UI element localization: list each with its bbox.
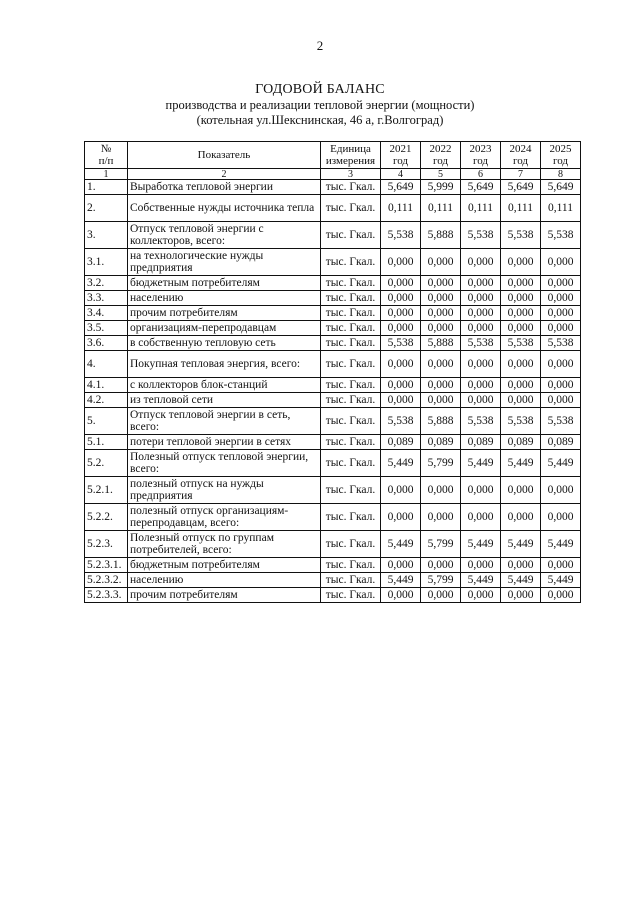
- row-number: 5.2.3.1.: [85, 558, 128, 573]
- row-unit: тыс. Гкал.: [321, 276, 381, 291]
- value-2022: 0,000: [421, 393, 461, 408]
- value-2024: 0,000: [501, 588, 541, 603]
- value-2022: 0,000: [421, 276, 461, 291]
- header-year-2025: 2025 год: [541, 142, 581, 169]
- value-2022: 5,888: [421, 408, 461, 435]
- row-indicator: в собственную тепловую сеть: [128, 336, 321, 351]
- row-unit: тыс. Гкал.: [321, 180, 381, 195]
- row-indicator: бюджетным потребителям: [128, 558, 321, 573]
- value-2022: 0,000: [421, 351, 461, 378]
- value-2025: 0,111: [541, 195, 581, 222]
- table-row: [85, 276, 581, 291]
- row-unit: тыс. Гкал.: [321, 291, 381, 306]
- row-number: 1.: [85, 180, 128, 195]
- value-2024: 0,000: [501, 249, 541, 276]
- value-2023: 0,000: [461, 558, 501, 573]
- row-unit: тыс. Гкал.: [321, 306, 381, 321]
- value-2021: 0,000: [381, 558, 421, 573]
- value-2024: 0,000: [501, 351, 541, 378]
- value-2023: 0,000: [461, 291, 501, 306]
- value-2024: 0,000: [501, 291, 541, 306]
- value-2024: 0,000: [501, 378, 541, 393]
- value-2022: 0,000: [421, 306, 461, 321]
- row-number: 5.2.: [85, 450, 128, 477]
- row-number: 2.: [85, 195, 128, 222]
- row-number: 5.1.: [85, 435, 128, 450]
- row-indicator: с коллекторов блок-станций: [128, 378, 321, 393]
- value-2023: 0,000: [461, 393, 501, 408]
- value-2021: 5,449: [381, 450, 421, 477]
- row-unit: тыс. Гкал.: [321, 393, 381, 408]
- value-2021: 5,649: [381, 180, 421, 195]
- row-number: 5.2.1.: [85, 477, 128, 504]
- header-indicator: Показатель: [128, 142, 321, 169]
- table-row: [85, 291, 581, 306]
- row-unit: тыс. Гкал.: [321, 531, 381, 558]
- row-indicator: из тепловой сети: [128, 393, 321, 408]
- value-2023: 5,538: [461, 408, 501, 435]
- value-2024: 5,538: [501, 408, 541, 435]
- value-2021: 5,449: [381, 531, 421, 558]
- row-number: 5.2.3.: [85, 531, 128, 558]
- value-2025: 5,538: [541, 222, 581, 249]
- header-year-2024: 2024 год: [501, 142, 541, 169]
- value-2022: 5,888: [421, 336, 461, 351]
- value-2021: 0,000: [381, 504, 421, 531]
- value-2021: 0,000: [381, 306, 421, 321]
- table-row: [85, 504, 581, 531]
- row-number: 3.: [85, 222, 128, 249]
- value-2025: 0,089: [541, 435, 581, 450]
- document-title: ГОДОВОЙ БАЛАНС: [255, 82, 385, 97]
- row-unit: тыс. Гкал.: [321, 351, 381, 378]
- value-2025: 0,000: [541, 351, 581, 378]
- row-indicator: потери тепловой энергии в сетях: [128, 435, 321, 450]
- row-indicator: Покупная тепловая энергия, всего:: [128, 351, 321, 378]
- value-2023: 5,449: [461, 450, 501, 477]
- value-2025: 0,000: [541, 291, 581, 306]
- table-row: [85, 378, 581, 393]
- value-2025: 0,000: [541, 378, 581, 393]
- value-2024: 0,000: [501, 393, 541, 408]
- row-indicator: Полезный отпуск тепловой энергии, всего:: [128, 450, 321, 477]
- row-indicator: Отпуск тепловой энергии с коллекторов, всего:: [128, 222, 321, 249]
- row-unit: тыс. Гкал.: [321, 477, 381, 504]
- row-indicator: Выработка тепловой энергии: [128, 180, 321, 195]
- column-number: 1: [85, 169, 128, 180]
- value-2025: 0,000: [541, 588, 581, 603]
- value-2024: 0,089: [501, 435, 541, 450]
- table-row: [85, 450, 581, 477]
- value-2023: 5,649: [461, 180, 501, 195]
- value-2025: 0,000: [541, 306, 581, 321]
- column-number: 2: [128, 169, 321, 180]
- value-2023: 0,000: [461, 306, 501, 321]
- table-header-row: [85, 142, 581, 169]
- value-2021: 0,000: [381, 393, 421, 408]
- row-unit: тыс. Гкал.: [321, 450, 381, 477]
- value-2023: 5,449: [461, 573, 501, 588]
- value-2023: 0,000: [461, 351, 501, 378]
- value-2023: 0,000: [461, 249, 501, 276]
- row-number: 5.: [85, 408, 128, 435]
- table-row: [85, 393, 581, 408]
- table-row: [85, 321, 581, 336]
- row-indicator: населению: [128, 573, 321, 588]
- table-row: [85, 435, 581, 450]
- table-row: [85, 588, 581, 603]
- column-number: 6: [461, 169, 501, 180]
- value-2022: 0,000: [421, 477, 461, 504]
- row-unit: тыс. Гкал.: [321, 378, 381, 393]
- row-unit: тыс. Гкал.: [321, 249, 381, 276]
- row-unit: тыс. Гкал.: [321, 588, 381, 603]
- value-2021: 0,000: [381, 351, 421, 378]
- row-indicator: Отпуск тепловой энергии в сеть, всего:: [128, 408, 321, 435]
- value-2023: 0,000: [461, 378, 501, 393]
- value-2022: 0,000: [421, 321, 461, 336]
- value-2025: 0,000: [541, 321, 581, 336]
- header-year-2021: 2021 год: [381, 142, 421, 169]
- table-row: [85, 222, 581, 249]
- value-2022: 5,799: [421, 450, 461, 477]
- value-2021: 0,089: [381, 435, 421, 450]
- value-2022: 0,000: [421, 249, 461, 276]
- value-2023: 0,000: [461, 588, 501, 603]
- header-year-2022: 2022 год: [421, 142, 461, 169]
- value-2023: 0,000: [461, 321, 501, 336]
- value-2022: 5,799: [421, 531, 461, 558]
- table-row: [85, 195, 581, 222]
- row-indicator: Собственные нужды источника тепла: [128, 195, 321, 222]
- row-unit: тыс. Гкал.: [321, 321, 381, 336]
- value-2022: 0,000: [421, 558, 461, 573]
- row-unit: тыс. Гкал.: [321, 435, 381, 450]
- value-2022: 0,000: [421, 291, 461, 306]
- value-2024: 0,000: [501, 306, 541, 321]
- document-subtitle-line-1: производства и реализации тепловой энергии (мощности): [165, 98, 475, 112]
- row-number: 3.1.: [85, 249, 128, 276]
- table-row: [85, 180, 581, 195]
- value-2024: 5,449: [501, 531, 541, 558]
- value-2021: 0,000: [381, 291, 421, 306]
- value-2024: 0,000: [501, 276, 541, 291]
- value-2022: 0,111: [421, 195, 461, 222]
- row-number: 4.: [85, 351, 128, 378]
- value-2021: 5,538: [381, 222, 421, 249]
- value-2024: 0,000: [501, 558, 541, 573]
- value-2021: 5,449: [381, 573, 421, 588]
- value-2023: 0,000: [461, 504, 501, 531]
- column-number: 7: [501, 169, 541, 180]
- value-2021: 0,111: [381, 195, 421, 222]
- table-row: [85, 531, 581, 558]
- header-unit: Единица измерения: [321, 142, 381, 169]
- row-unit: тыс. Гкал.: [321, 558, 381, 573]
- value-2025: 0,000: [541, 477, 581, 504]
- row-unit: тыс. Гкал.: [321, 195, 381, 222]
- value-2023: 5,538: [461, 222, 501, 249]
- row-number: 5.2.2.: [85, 504, 128, 531]
- row-number: 5.2.3.3.: [85, 588, 128, 603]
- row-indicator: полезный отпуск на нужды предприятия: [128, 477, 321, 504]
- row-number: 4.1.: [85, 378, 128, 393]
- column-number-row: [85, 169, 581, 180]
- value-2025: 0,000: [541, 504, 581, 531]
- row-indicator: организациям-перепродавцам: [128, 321, 321, 336]
- row-unit: тыс. Гкал.: [321, 573, 381, 588]
- value-2021: 0,000: [381, 477, 421, 504]
- value-2021: 5,538: [381, 408, 421, 435]
- value-2023: 0,089: [461, 435, 501, 450]
- value-2021: 0,000: [381, 249, 421, 276]
- row-unit: тыс. Гкал.: [321, 222, 381, 249]
- row-indicator: на технологические нужды предприятия: [128, 249, 321, 276]
- row-indicator: прочим потребителям: [128, 588, 321, 603]
- row-indicator: бюджетным потребителям: [128, 276, 321, 291]
- value-2022: 0,000: [421, 378, 461, 393]
- column-number: 5: [421, 169, 461, 180]
- value-2024: 0,000: [501, 321, 541, 336]
- value-2025: 5,649: [541, 180, 581, 195]
- table-row: [85, 408, 581, 435]
- value-2022: 5,888: [421, 222, 461, 249]
- row-indicator: населению: [128, 291, 321, 306]
- value-2025: 0,000: [541, 249, 581, 276]
- column-number: 8: [541, 169, 581, 180]
- table-row: [85, 477, 581, 504]
- row-number: 3.6.: [85, 336, 128, 351]
- row-number: 4.2.: [85, 393, 128, 408]
- value-2021: 0,000: [381, 378, 421, 393]
- value-2023: 5,538: [461, 336, 501, 351]
- header-year-2023: 2023 год: [461, 142, 501, 169]
- value-2025: 0,000: [541, 558, 581, 573]
- table-row: [85, 336, 581, 351]
- value-2021: 5,538: [381, 336, 421, 351]
- value-2025: 0,000: [541, 393, 581, 408]
- value-2021: 0,000: [381, 588, 421, 603]
- value-2022: 5,999: [421, 180, 461, 195]
- value-2023: 0,000: [461, 276, 501, 291]
- column-number: 3: [321, 169, 381, 180]
- value-2022: 0,000: [421, 588, 461, 603]
- value-2024: 5,449: [501, 450, 541, 477]
- value-2022: 5,799: [421, 573, 461, 588]
- value-2025: 0,000: [541, 276, 581, 291]
- value-2024: 5,449: [501, 573, 541, 588]
- row-unit: тыс. Гкал.: [321, 504, 381, 531]
- row-unit: тыс. Гкал.: [321, 336, 381, 351]
- row-number: 3.3.: [85, 291, 128, 306]
- table-row: [85, 306, 581, 321]
- row-indicator: Полезный отпуск по группам потребителей, всего:: [128, 531, 321, 558]
- table-row: [85, 573, 581, 588]
- value-2024: 5,538: [501, 222, 541, 249]
- row-indicator: прочим потребителям: [128, 306, 321, 321]
- table-row: [85, 351, 581, 378]
- row-number: 5.2.3.2.: [85, 573, 128, 588]
- value-2025: 5,449: [541, 531, 581, 558]
- value-2025: 5,538: [541, 336, 581, 351]
- value-2024: 5,538: [501, 336, 541, 351]
- value-2022: 0,000: [421, 504, 461, 531]
- value-2025: 5,538: [541, 408, 581, 435]
- column-number: 4: [381, 169, 421, 180]
- value-2023: 5,449: [461, 531, 501, 558]
- value-2024: 5,649: [501, 180, 541, 195]
- value-2024: 0,111: [501, 195, 541, 222]
- value-2021: 0,000: [381, 321, 421, 336]
- value-2024: 0,000: [501, 504, 541, 531]
- value-2021: 0,000: [381, 276, 421, 291]
- table-row: [85, 558, 581, 573]
- page-number: 2: [316, 38, 324, 53]
- value-2024: 0,000: [501, 477, 541, 504]
- value-2023: 0,000: [461, 477, 501, 504]
- row-number: 3.5.: [85, 321, 128, 336]
- row-number: 3.2.: [85, 276, 128, 291]
- header-num: № п/п: [85, 142, 128, 169]
- value-2025: 5,449: [541, 573, 581, 588]
- row-unit: тыс. Гкал.: [321, 408, 381, 435]
- row-indicator: полезный отпуск организациям-перепродавцам, всего:: [128, 504, 321, 531]
- row-number: 3.4.: [85, 306, 128, 321]
- value-2025: 5,449: [541, 450, 581, 477]
- balance-table: [84, 141, 581, 603]
- table-row: [85, 249, 581, 276]
- value-2022: 0,089: [421, 435, 461, 450]
- document-subtitle-line-2: (котельная ул.Шекснинская, 46 а, г.Волгоград): [196, 113, 444, 127]
- value-2023: 0,111: [461, 195, 501, 222]
